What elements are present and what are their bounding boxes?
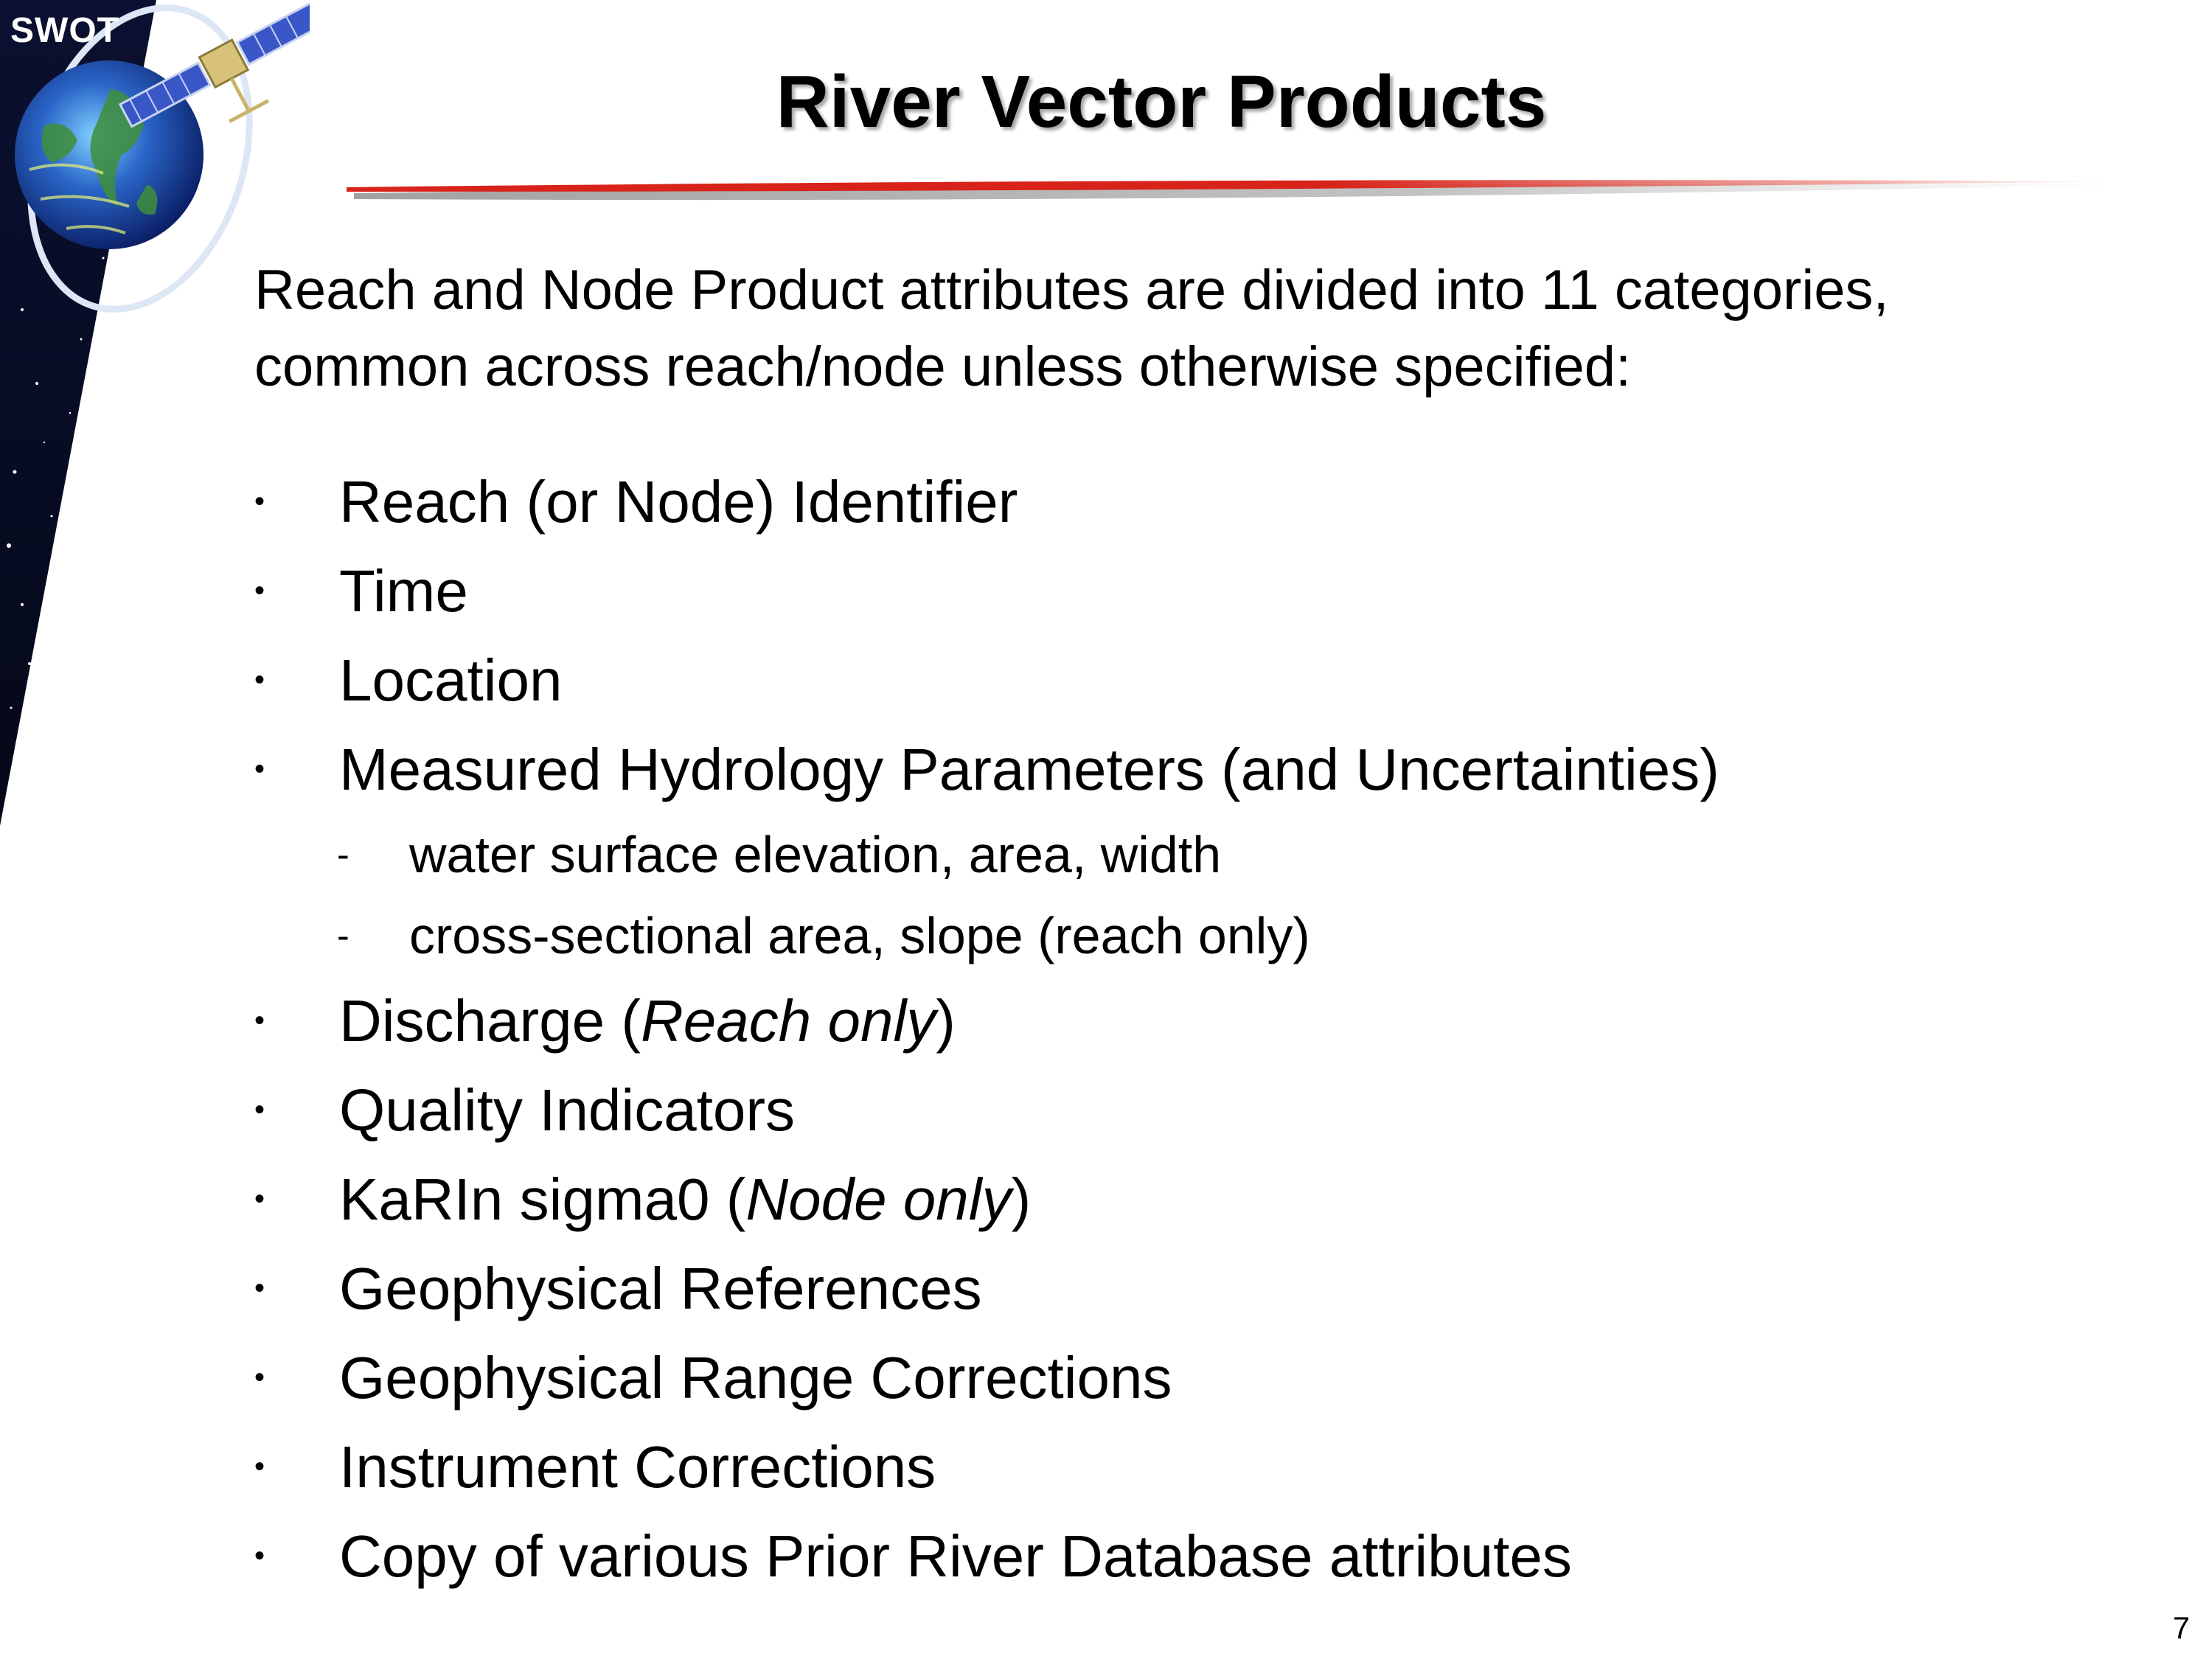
attribute-category-list — [254, 457, 2157, 1601]
text-plain: ) — [1011, 1166, 1032, 1232]
bullet-marker: • — [254, 1540, 265, 1572]
intro-line-1: Reach and Node Product attributes are divided into 11 categories, — [254, 259, 1889, 321]
list-item — [254, 976, 2157, 1065]
list-item — [254, 1155, 2157, 1244]
list-item-text: Location — [339, 647, 563, 713]
bullet-marker: • — [254, 1450, 265, 1483]
sub-list-item — [254, 895, 2157, 976]
bullet-marker: • — [254, 574, 265, 607]
swot-logo: SWOT — [10, 11, 119, 50]
bullet-marker: • — [254, 664, 265, 696]
text-italic: Reach only — [641, 988, 936, 1054]
bullet-marker: • — [254, 1272, 265, 1304]
text-plain: KaRIn sigma0 ( — [339, 1166, 746, 1232]
bullet-marker: • — [254, 1093, 265, 1126]
list-item — [254, 1244, 2157, 1333]
list-item-text: Reach (or Node) Identifier — [339, 469, 1018, 535]
title-underline-swoosh — [347, 174, 2146, 208]
list-item-text: Instrument Corrections — [339, 1434, 936, 1500]
list-item-text: Geophysical Range Corrections — [339, 1345, 1172, 1411]
bullet-marker: • — [254, 485, 265, 518]
dash-marker: - — [337, 915, 349, 956]
list-item-text: Copy of various Prior River Database attributes — [339, 1523, 1572, 1589]
sub-list-item — [254, 814, 2157, 895]
text-italic: Node only — [745, 1166, 1012, 1232]
list-item-text: Quality Indicators — [339, 1077, 796, 1143]
slide-title: River Vector Products — [776, 60, 1547, 143]
intro-paragraph — [254, 252, 2142, 406]
list-item-text — [339, 1155, 1031, 1244]
bullet-marker: • — [254, 1183, 265, 1215]
dash-marker: - — [337, 834, 349, 875]
sub-list-item-text: water surface elevation, area, width — [409, 826, 1222, 883]
list-item — [254, 1422, 2157, 1512]
sub-list-item-text: cross-sectional area, slope (reach only) — [409, 907, 1310, 964]
list-item — [254, 636, 2157, 725]
bullet-marker: • — [254, 1361, 265, 1394]
intro-line-2: common across reach/node unless otherwise specified: — [254, 335, 1632, 398]
list-item — [254, 1065, 2157, 1155]
list-item — [254, 546, 2157, 636]
list-item-text: Measured Hydrology Parameters (and Uncertainties) — [339, 737, 1719, 802]
bullet-marker: • — [254, 753, 265, 785]
text-plain: Discharge ( — [339, 988, 641, 1054]
list-item-text — [339, 976, 956, 1065]
text-plain: ) — [936, 988, 956, 1054]
list-item-text: Time — [339, 558, 468, 624]
bullet-marker: • — [254, 1004, 265, 1037]
list-item-text: Geophysical References — [339, 1256, 982, 1321]
list-item — [254, 1512, 2157, 1601]
list-item — [254, 725, 2157, 814]
list-item — [254, 457, 2157, 546]
page-number: 7 — [2172, 1610, 2190, 1645]
list-item — [254, 1333, 2157, 1422]
